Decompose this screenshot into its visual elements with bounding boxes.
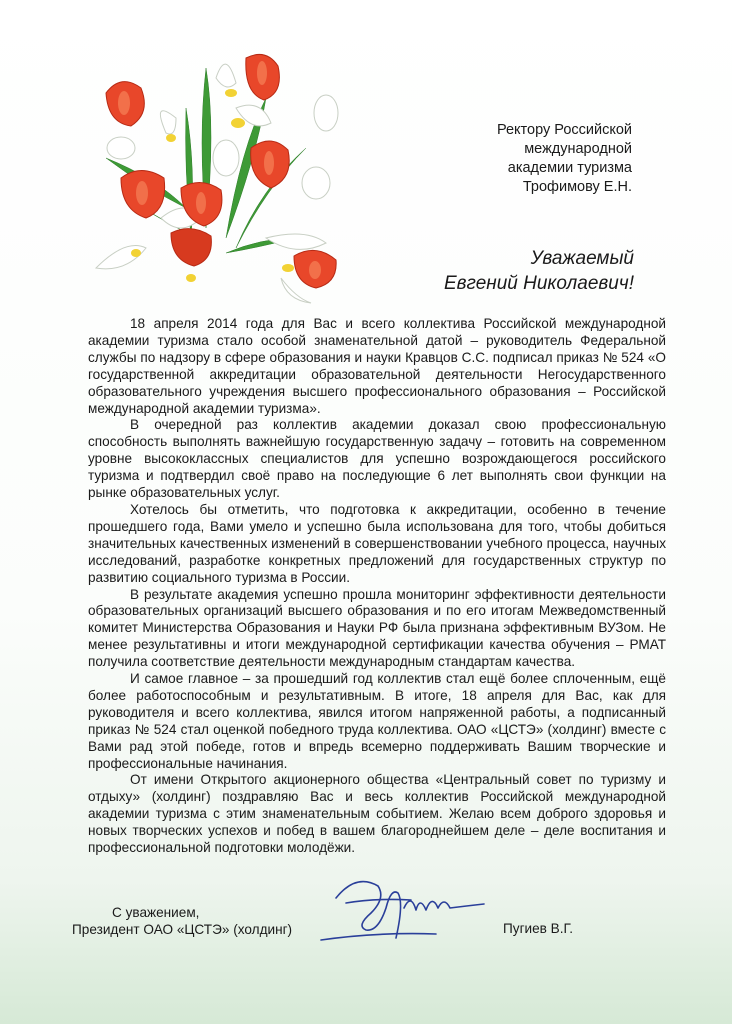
addressee-line: Трофимову Е.Н. (522, 179, 632, 195)
salutation-line: Уважаемый (530, 248, 634, 269)
signature-image (316, 868, 491, 948)
addressee-line: академии туризма (507, 160, 632, 176)
closing-title: Президент ОАО «ЦСТЭ» (холдинг) (72, 922, 293, 937)
body-paragraph: В результате академия успешно прошла мониторинг эффективности деятельности образовательных организаций высшего образования и по его итогам Межведомственный комитет Министерства Образования и Науки РФ была признана эффективным ВУЗом. Не менее результативны и итоги международной сертификации качества обучения – РМАТ получила соответствие деятельности международным стандартам качества. (88, 586, 666, 670)
letter-body (88, 316, 666, 857)
closing-greeting: С уважением, (112, 905, 200, 920)
signer-name: Пугиев В.Г. (503, 921, 573, 936)
salutation (444, 246, 634, 296)
closing-block (72, 904, 292, 938)
body-paragraph: Хотелось бы отметить, что подготовка к аккредитации, особенно в течение прошедшего года, Вами умело и успешно была использована для того, чтобы добиться значительных качественных изменений в совершенствовании учебного процесса, научных исследований, разработке конкретных предложений для государственных структур по развитию социального туризма в России. (88, 501, 666, 585)
addressee-line: международной (524, 141, 632, 157)
body-paragraph: И самое главное – за прошедший год коллектив стал ещё более сплоченным, ещё более работоспособным и результативным. В итоге, 18 апреля для Вас, как для руководителя и всего коллектива, явился итогом напряженной работы, а подписанный приказ № 524 стал оценкой победного труда коллектива. ОАО «ЦСТЭ» (холдинг) вместе с Вами рад этой победе, готов и впредь всемерно поддерживать Вашим творческие и профессиональные начинания. (88, 671, 666, 771)
salutation-line: Евгений Николаевич! (443, 273, 634, 294)
flower-bouquet-image (66, 38, 356, 308)
body-paragraph: От имени Открытого акционерного общества «Центральный совет по туризму и отдыху» (холдинг) поздравляю Вас и весь коллектив Российской международной академии туризма с этим знаменательным событием. Желаю всем доброго здоровья и новых творческих успехов и побед в вашем благороднейшем деле – деле воспитания и профессиональной подготовки молодёжи. (88, 772, 666, 856)
addressee-line: Ректору Российской (496, 122, 632, 138)
body-paragraph: 18 апреля 2014 года для Вас и всего коллектива Российской международной академии туризма стало особой знаменательной датой – руководитель Федеральной службы по надзору в сфере образования и науки Кравцов С.С. подписал приказ № 524 «О государственной аккредитации образовательной деятельности Негосударственного образовательного учреждения высшего профессионального образования – Российской международной академии туризма». (88, 316, 666, 416)
body-paragraph: В очередной раз коллектив академии доказал свою профессиональную способность выполнять важнейшую государственную задачу – готовить на современном уровне высококлассных специалистов для успешно возрождающегося российского туризма и подтвердил своё право на последующие 6 лет выполнять свои функции на рынке образовательных услуг. (88, 417, 666, 501)
addressee-block (497, 121, 632, 197)
